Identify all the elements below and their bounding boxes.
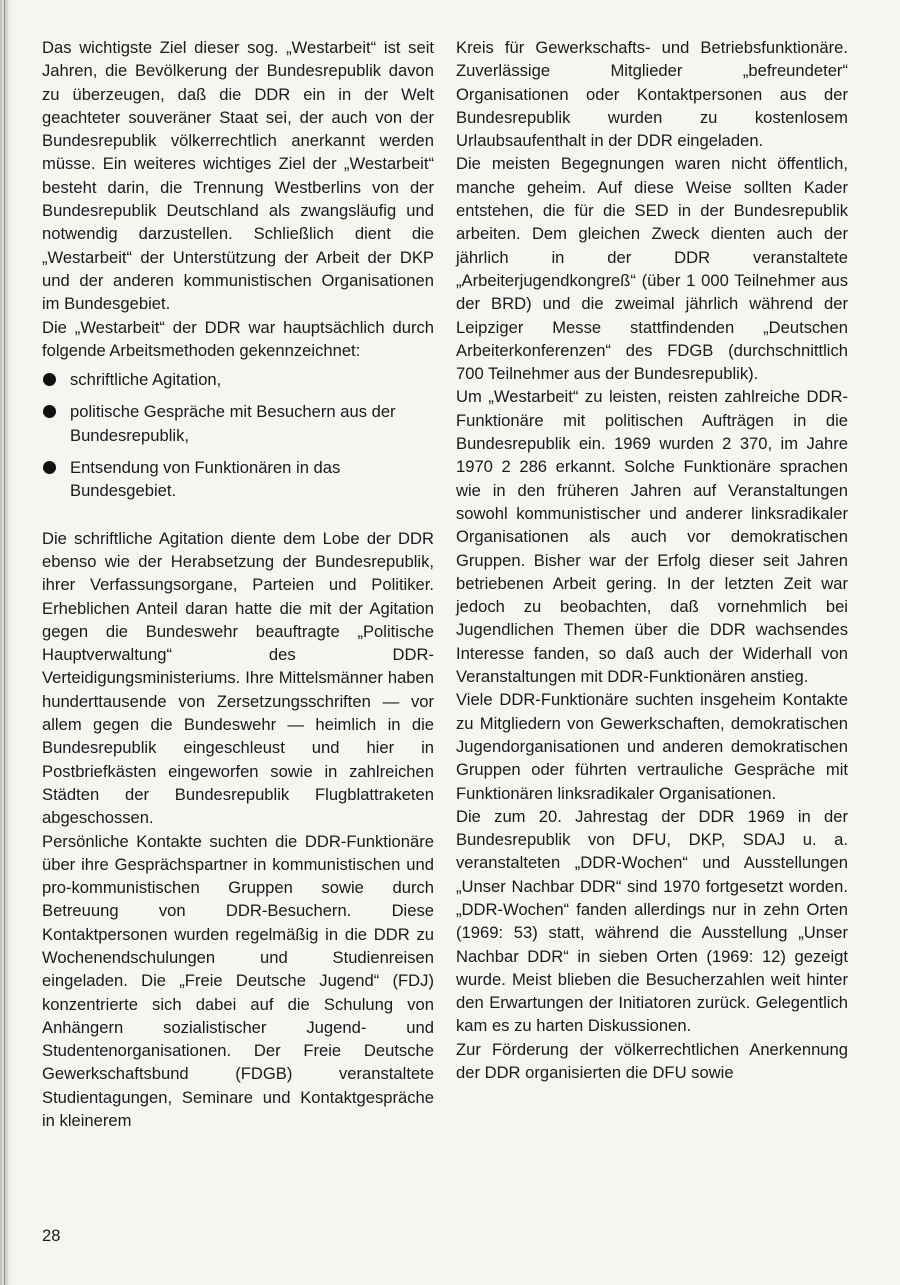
list-item-text: politische Gespräche mit Besuchern aus der Bundesrepublik, (70, 402, 396, 445)
paragraph: Persönliche Kontakte suchten die DDR-Funktionäre über ihre Gesprächspartner in kommunistischen und pro-kommunistischen Gruppen sowie durch Betreuung von DDR-Besuchern. Diese Kontaktpersonen wurden regelmäßig in die DDR zu Wochenendschulungen und Studienreisen eingeladen. Die „Freie Deutsche Jugend“ (FDJ) konzentrierte sich dabei auf die Schulung von Anhängern sozialistischer Jugend- und Studentenorganisationen. Der Freie Deutsche Gewerkschaftsbund (FDGB) veranstaltete Studientagungen, Seminare und Kontaktgespräche in kleinerem (42, 831, 434, 1131)
paragraph: Zur Förderung der völkerrechtlichen Anerkennung der DDR organisierten die DFU sowie (456, 1039, 848, 1083)
paragraph: Die „Westarbeit“ der DDR war hauptsächlich durch folgende Arbeitsmethoden gekennzeichnet: (42, 317, 434, 360)
bullet-dot-icon (43, 405, 56, 418)
paragraph: Die meisten Begegnungen waren nicht öffentlich, manche geheim. Auf diese Weise sollten Kader entstehen, die für die SED in der Bundesrepublik arbeiten. Dem gleichen Zweck dienten auch der jährlich in der DDR veranstaltete „Arbeiterjugendkongreß“ (über 1 000 Teilnehmer aus der BRD) und die zweimal jährlich während der Leipziger Messe stattfindenden „Deutschen Arbeiterkonferenzen“ des FDGB (durchschnittlich 700 Teilnehmer aus der Bundesrepublik). (456, 154, 848, 384)
paragraph: Die zum 20. Jahrestag der DDR 1969 in der Bundesrepublik von DFU, DKP, SDAJ u. a. veranstalteten „DDR-Wochen“ und Ausstellungen „Unser Nachbar DDR“ sind 1970 fortgesetzt worden. „DDR-Wochen“ fanden allerdings nur in zehn Orten (1969: 53) statt, während die Ausstellung „Unser Nachbar DDR“ in sieben Orten (1969: 12) gezeigt wurde. Meist blieben die Besucherzahlen weit hinter den Erwartungen der Initiatoren zurück. Gelegentlich kam es zu harten Diskussionen. (456, 806, 848, 1036)
paragraph: Die schriftliche Agitation diente dem Lobe der DDR ebenso wie der Herabsetzung der Bundesrepublik, ihrer Verfassungsorgane, Parteien und Politiker. Erheblichen Anteil daran hatte die mit der Agitation gegen die Bundeswehr beauftragte „Politische Hauptverwaltung“ des DDR-Verteidigungsministeriums. Ihre Mittelsmänner haben hunderttausende von Zersetzungsschriften — vor allem gegen die Bundeswehr — heimlich in die Bundesrepublik eingeschleust und hier in Postbriefkästen eingeworfen sowie in zahlreichen Städten der Bundesrepublik Flugblattraketen abgeschossen. (42, 528, 434, 828)
paragraph: Das wichtigste Ziel dieser sog. „Westarbeit“ ist seit Jahren, die Bevölkerung der Bundesrepublik davon zu überzeugen, daß die DDR ein in der Welt geachteter souveräner Staat sei, der auch von der Bundesrepublik völkerrechtlich anerkannt werden müsse. Ein weiteres wichtiges Ziel der „Westarbeit“ besteht darin, die Trennung Westberlins von der Bundesrepublik Deutschland als zwangsläufig und notwendig darzustellen. Schließlich dient die „Westarbeit“ der Unterstützung der Arbeit der DKP und der anderen kommunistischen Organisationen im Bundesgebiet. (42, 38, 434, 314)
list-item-text: Entsendung von Funktionären in das Bundesgebiet. (70, 458, 341, 501)
bullet-dot-icon (43, 461, 56, 474)
list-item (42, 400, 434, 447)
page-number: 28 (42, 1226, 61, 1245)
right-column (456, 36, 848, 1084)
paragraph: Viele DDR-Funktionäre suchten insgeheim Kontakte zu Mitgliedern von Gewerkschaften, demokratischen Jugendorganisationen und anderen demokratischen Gruppen oder führten vertrauliche Gespräche mit Funktionären linksradikaler Organisationen. (456, 690, 848, 803)
paragraph: Um „Westarbeit“ zu leisten, reisten zahlreiche DDR-Funktionäre mit politischen Aufträgen in die Bundesrepublik ein. 1969 wurden 2 370, im Jahre 1970 2 286 erkannt. Solche Funktionäre sprachen wie in den früheren Jahren auf Veranstaltungen sowohl kommunistischer und anderer linksradikaler Organisationen als auch vor demokratischen Gruppen. Bisher war der Erfolg dieser seit Jahren betriebenen Arbeit gering. In der letzten Zeit war jedoch zu beobachten, daß vornehmlich bei Jugendlichen Themen über die DDR wachsendes Interesse fanden, so daß auch der Widerhall von Veranstaltungen mit DDR-Funktionären anstieg. (456, 387, 848, 687)
list-item-text: schriftliche Agitation, (70, 370, 222, 390)
method-list (42, 368, 434, 502)
left-column (42, 36, 434, 1132)
list-item (42, 456, 434, 503)
list-item (42, 368, 434, 391)
bullet-dot-icon (43, 373, 56, 386)
paragraph: Kreis für Gewerkschafts- und Betriebsfunktionäre. Zuverlässige Mitglieder „befreundeter“ Organisationen oder Kontaktpersonen aus der Bundesrepublik wurden zu kostenlosem Urlaubsaufenthalt in der DDR eingeladen. (456, 38, 848, 151)
page-binding-edge (0, 0, 14, 1285)
